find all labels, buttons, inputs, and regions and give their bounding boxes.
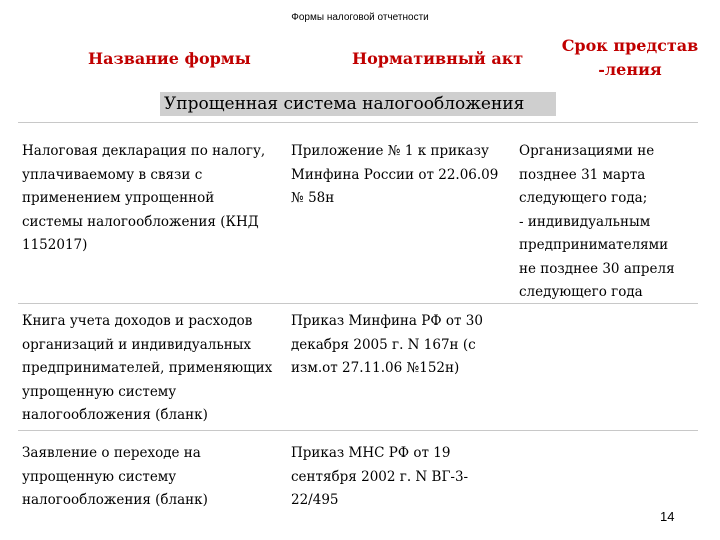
- text-line: системы налогообложения (КНД: [22, 213, 259, 230]
- text-line: не позднее 30 апреля: [519, 260, 675, 277]
- text-line: упрощенную систему: [22, 468, 177, 485]
- text-line: следующего года: [519, 284, 643, 300]
- text-line: следующего года;: [519, 190, 648, 206]
- header-normative-act: Нормативный акт: [352, 49, 524, 68]
- text-line: уплачиваемому в связи с: [22, 166, 203, 183]
- slide-title: Формы налоговой отчетности: [291, 12, 429, 23]
- text-line: предпринимателей, применяющих: [22, 360, 273, 376]
- header-form-name: Название формы: [88, 49, 251, 68]
- row-1-form-name: [22, 140, 265, 258]
- text-line: применением упрощенной: [22, 190, 215, 206]
- row-2-normative-act: [291, 310, 483, 381]
- text-line: предпринимателями: [519, 237, 669, 253]
- row-1-deadline: [519, 140, 675, 305]
- row-1-normative-act: [291, 140, 498, 211]
- text-line: Минфина России от 22.06.09: [291, 166, 499, 183]
- page-number: 14: [660, 509, 675, 524]
- row-3-form-name: [22, 442, 208, 513]
- text-line: 22/495: [291, 492, 339, 508]
- text-line: Заявление о переходе на: [22, 445, 201, 461]
- text-line: Приложение № 1 к приказу: [291, 143, 489, 159]
- row-2-form-name: [22, 310, 272, 428]
- text-line: сентября 2002 г. N ВГ-3-: [291, 468, 469, 485]
- header-deadline-line: -ления: [598, 60, 662, 79]
- text-line: налогообложения (бланк): [22, 492, 208, 508]
- text-line: Налоговая декларация по налогу,: [22, 143, 266, 159]
- text-line: Приказ МНС РФ от 19: [291, 445, 451, 461]
- text-line: налогообложения (бланк): [22, 407, 208, 423]
- text-line: Организациями не: [519, 143, 655, 159]
- text-line: № 58н: [291, 190, 335, 206]
- text-line: изм.от 27.11.06 №152н): [291, 360, 460, 376]
- text-line: 1152017): [22, 237, 88, 253]
- divider: [18, 122, 698, 123]
- header-deadline-line: Срок представ: [561, 36, 699, 55]
- divider: [18, 430, 698, 431]
- section-title: Упрощенная система налогообложения: [160, 92, 556, 116]
- row-3-normative-act: [291, 442, 468, 513]
- header-deadline: [560, 34, 700, 82]
- text-line: позднее 31 марта: [519, 166, 646, 183]
- text-line: декабря 2005 г. N 167н (с: [291, 336, 476, 353]
- text-line: упрощенную систему: [22, 383, 177, 400]
- text-line: Книга учета доходов и расходов: [22, 313, 253, 329]
- text-line: - индивидуальным: [519, 213, 651, 230]
- text-line: организаций и индивидуальных: [22, 336, 252, 353]
- text-line: Приказ Минфина РФ от 30: [291, 313, 483, 329]
